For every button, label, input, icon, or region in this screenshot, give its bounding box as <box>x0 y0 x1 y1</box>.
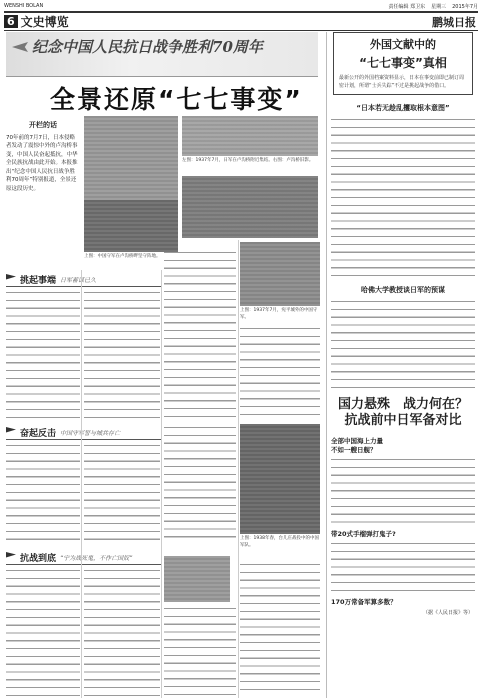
date-label: 2015年7月 <box>452 3 478 10</box>
right-subhead-1: “日本若无趁乱攫取根本意图” <box>356 104 450 112</box>
flag-icon <box>6 552 16 562</box>
article-body-col7 <box>164 425 236 543</box>
right-body-4 <box>331 541 475 591</box>
photo-soldiers-wall <box>84 116 178 200</box>
right-subhead-5: 带20式手榴弹打鬼子? <box>331 529 396 538</box>
article-body-col6 <box>84 443 160 543</box>
section-2-subtitle: 中国守军誓与城共存亡 <box>60 429 121 437</box>
photo-bombing <box>240 424 320 534</box>
article-body-col9 <box>84 568 160 696</box>
photo-bridge <box>84 200 178 252</box>
source-credit: （据《人民日报》等） <box>422 609 473 616</box>
section-1-subtitle: 日军蓄谋已久 <box>60 276 97 284</box>
right-subhead-3: 全部中国海上力量 不如一艘日舰？ <box>331 436 383 454</box>
page-headline: 全景还原“七七事变” <box>50 85 303 114</box>
section-heading-3 <box>6 550 162 565</box>
caption-cannon: 上图：1937年7月，宛平城外的中国守军。 <box>240 308 318 320</box>
section-1-title: 挑起事端 <box>20 275 57 286</box>
intro-heading: 开栏的话 <box>29 121 57 129</box>
masthead-logo: 鹏城日报 <box>432 15 476 29</box>
section-heading-1 <box>6 272 162 287</box>
right-body-2 <box>331 299 475 391</box>
right-body-3 <box>331 457 475 523</box>
article-body-col2 <box>84 290 160 420</box>
right-body-1 <box>331 117 475 277</box>
article-body-col4 <box>240 326 320 420</box>
right-subhead-2: 哈佛大学教授谈日军的预谋 <box>361 286 445 294</box>
page-header <box>4 11 478 31</box>
article-body-col8 <box>6 568 80 696</box>
intro-body: 70年前的7月7日，日本侵略者发动了震惊中外的卢沟桥事变，中国人民奋起抵抗，中华全民族抗战由此开始。本报推出“纪念中国人民抗日战争胜利70周年”特别报道，全景还原这段历史。 <box>6 134 78 192</box>
foreign-docs-box <box>333 32 473 95</box>
commemoration-banner <box>6 32 318 77</box>
banner-title: 纪念中国人民抗日战争胜利70周年 <box>32 38 263 56</box>
photo-cannon <box>240 242 320 306</box>
flag-icon <box>6 427 16 437</box>
right-subhead-4: 170万常备军算多数？ <box>331 597 397 606</box>
article-body-col1 <box>6 290 80 420</box>
section-3-title: 抗战到底 <box>20 553 57 564</box>
flag-icon <box>6 274 16 284</box>
section-2-title: 奋起反击 <box>20 428 57 439</box>
photo-marching <box>182 116 318 156</box>
box-lead: 最新公开的外国档案资料显示，日本在事变前即已制订周密计划，所谓“士兵失踪”不过是挑起战争的借口。 <box>339 75 465 89</box>
arms-comparison-headline: 国力悬殊 战力何在？ 抗战前中日军备对比 <box>337 397 468 429</box>
editor-label: 责任编辑 郑卫东 <box>388 3 426 10</box>
column-rule <box>238 240 239 698</box>
page-number: 6 <box>4 15 18 28</box>
section-title: 文史博览 <box>20 15 69 29</box>
intro-column <box>6 120 80 193</box>
edition-label: WENSHI BOLAN <box>4 3 44 9</box>
article-body-col10 <box>164 606 236 696</box>
article-body-col3 <box>164 250 236 420</box>
column-rule <box>161 270 162 698</box>
box-title-line1: 外国文献中的 <box>370 38 436 51</box>
article-body-col5 <box>6 443 80 543</box>
photo-flag-troops <box>164 556 230 602</box>
caption-bottom-right: 上图：1938年春，台儿庄战役中的中国军队。 <box>240 536 319 548</box>
right-column <box>326 32 479 698</box>
photo-lugou-bridge <box>182 176 318 238</box>
column-rule <box>81 270 82 698</box>
caption-top-left: 上图：中国守军在卢沟桥畔坚守阵地。 <box>84 254 161 259</box>
caption-top-right: 左图：1937年7月，日军在卢沟桥附近集结。右图：卢沟桥旧影。 <box>182 158 314 163</box>
weekday-label: 星期三 <box>431 3 447 10</box>
page-meta <box>4 2 478 10</box>
section-3-subtitle: “宁为战死鬼，不作亡国奴” <box>60 554 133 562</box>
article-body-col11 <box>240 562 320 696</box>
section-heading-2 <box>6 425 162 440</box>
box-title-line2: “七七事变”真相 <box>359 56 447 70</box>
dove-icon <box>12 42 28 52</box>
